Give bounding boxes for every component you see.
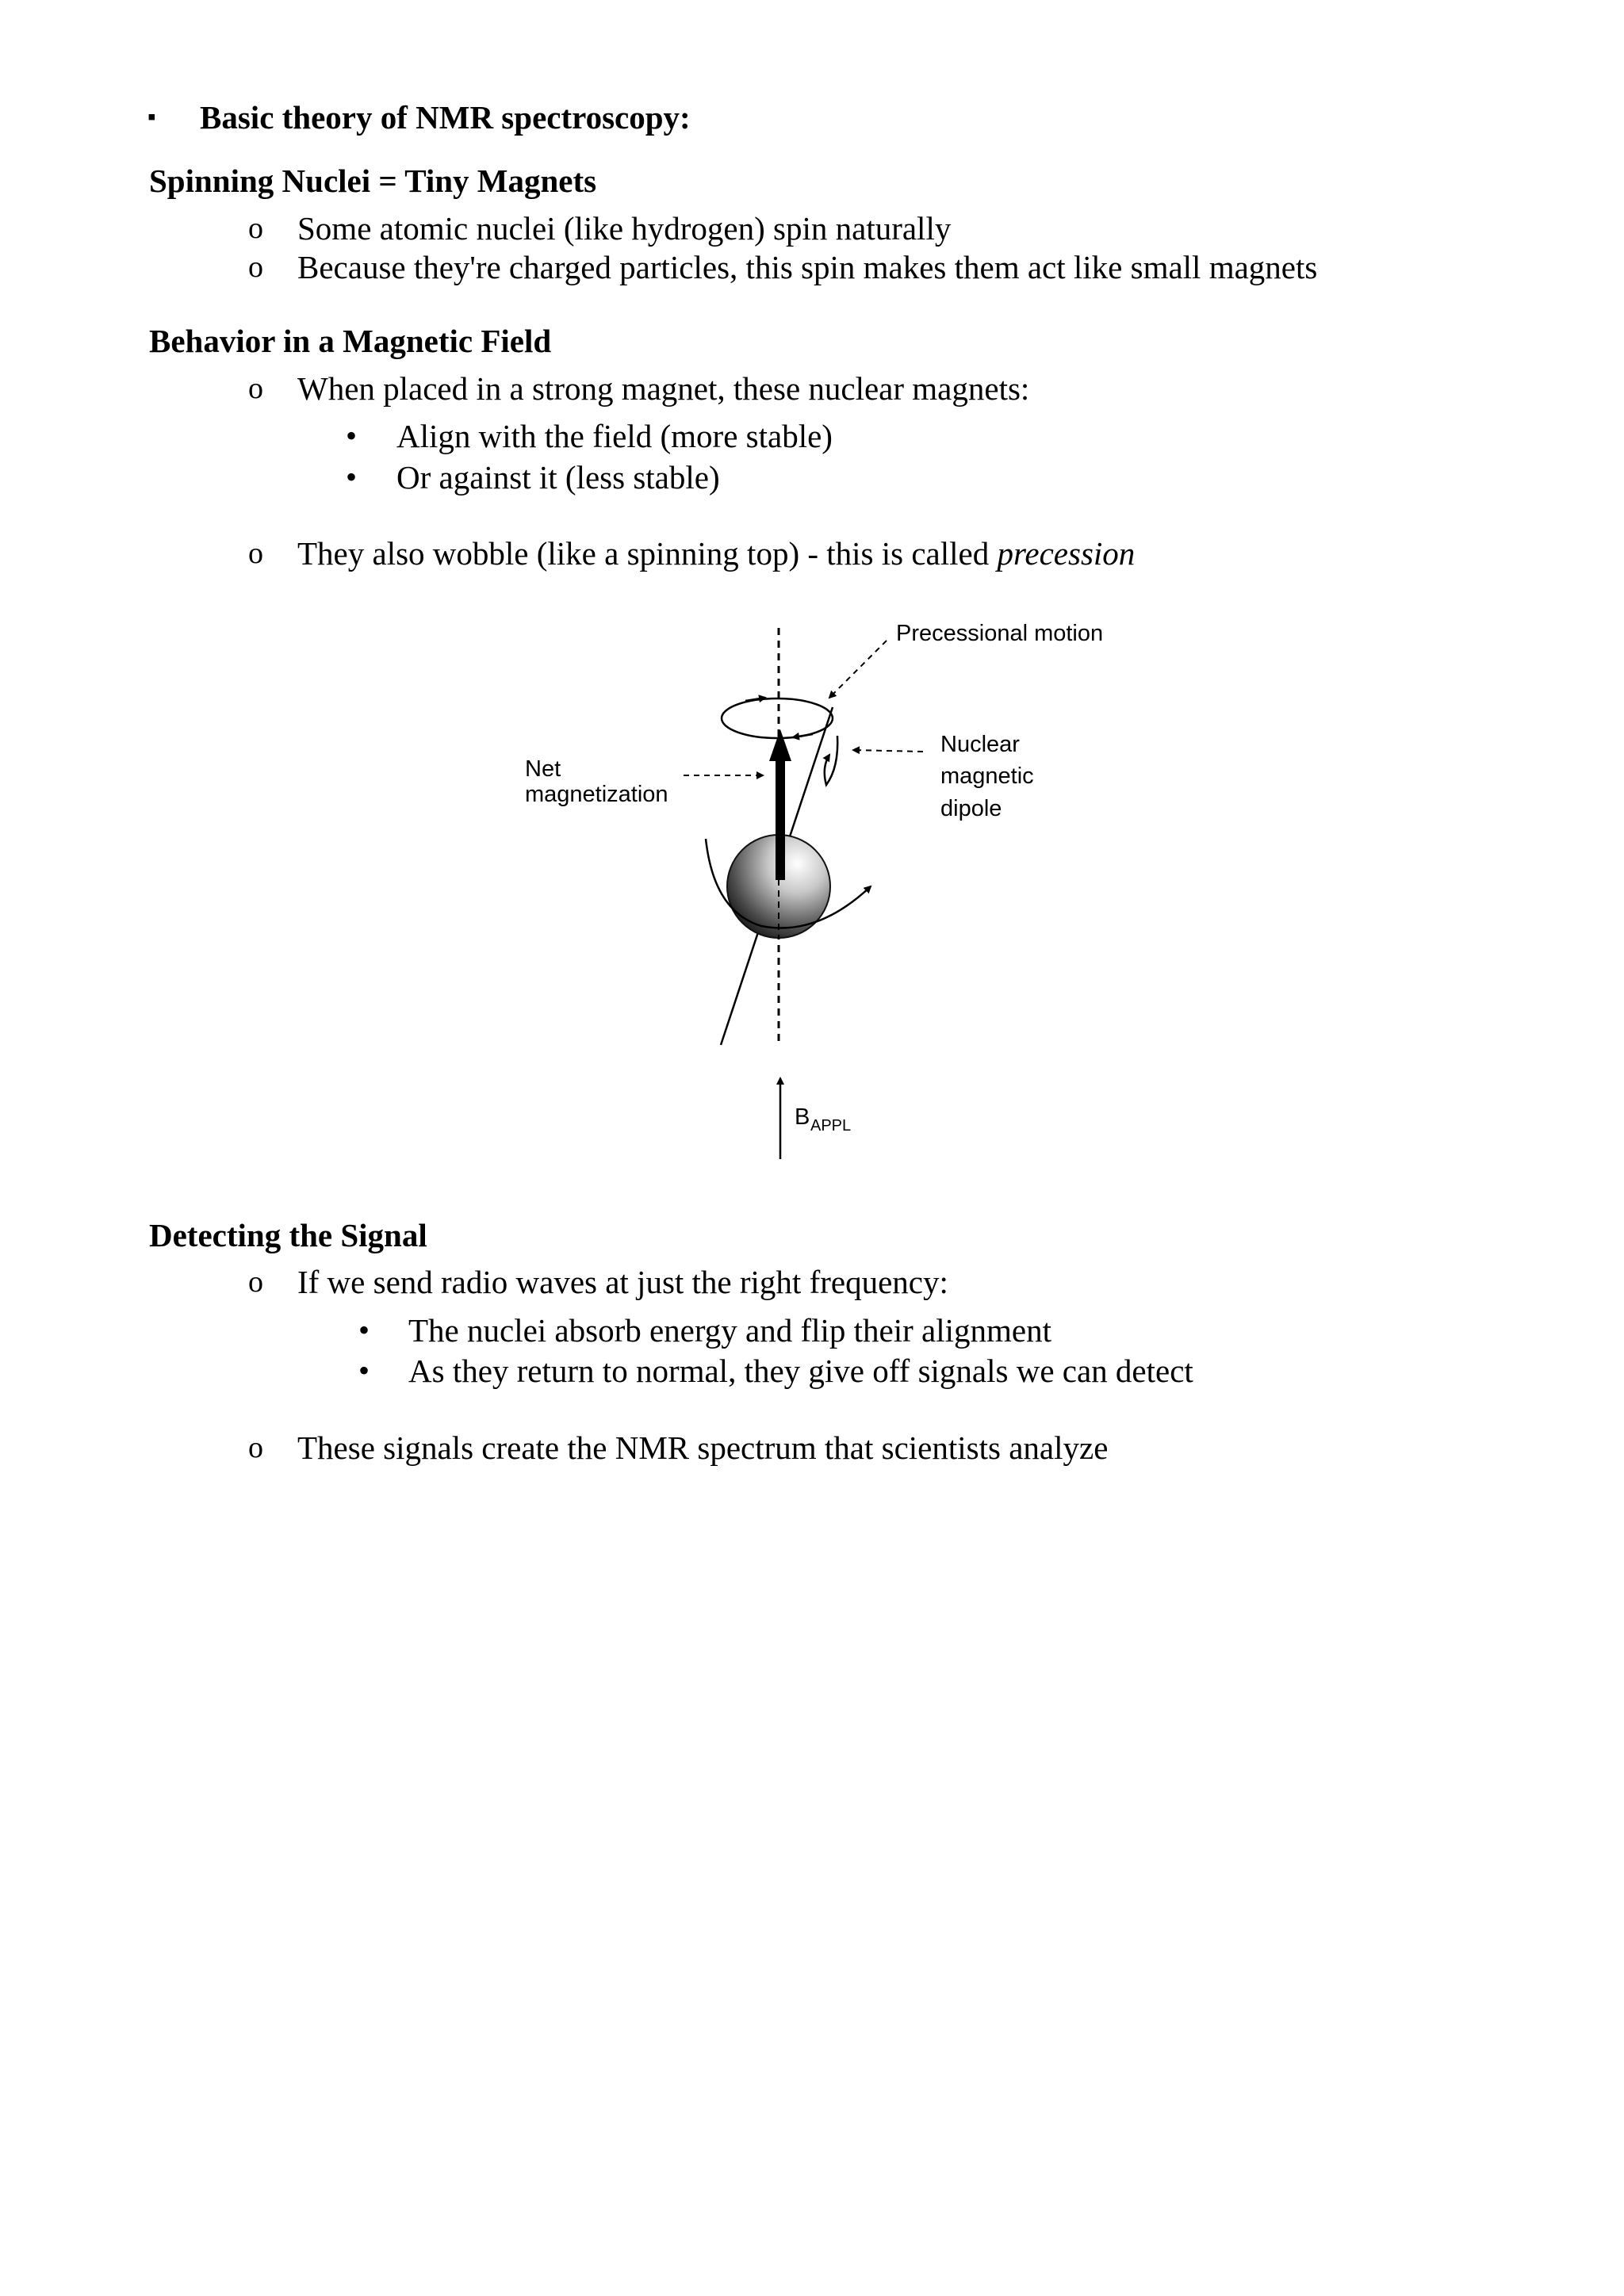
bullet-icon: • xyxy=(358,1312,370,1348)
circle-bullet-icon: o xyxy=(248,372,263,405)
pointer-precessional xyxy=(829,641,887,698)
sub-list-item: Or against it (less stable) xyxy=(396,459,720,496)
list-item: When placed in a strong magnet, these nuclear magnets: xyxy=(297,370,1030,407)
pointer-dipole xyxy=(853,750,923,752)
precession-ellipse xyxy=(722,698,833,738)
sub-list-item: As they return to normal, they give off signals we can detect xyxy=(408,1353,1193,1389)
section-title: Basic theory of NMR spectroscopy: xyxy=(200,99,691,136)
label-applied-field: B xyxy=(795,1104,810,1130)
heading-spinning-nuclei: Spinning Nuclei = Tiny Magnets xyxy=(149,163,597,199)
sub-list-item: The nuclei absorb energy and flip their alignment xyxy=(408,1312,1052,1349)
net-magnetization-arrowhead-icon xyxy=(769,729,791,761)
circle-bullet-icon: o xyxy=(248,212,263,245)
heading-behavior: Behavior in a Magnetic Field xyxy=(149,323,552,359)
list-item: Because they're charged particles, this spin makes them act like small magnets xyxy=(297,249,1318,285)
sub-list-item: Align with the field (more stable) xyxy=(396,418,833,454)
circle-bullet-icon: o xyxy=(248,1431,263,1464)
label-applied-field-subscript: APPL xyxy=(810,1117,852,1135)
circle-bullet-icon: o xyxy=(248,251,263,284)
square-bullet-icon: ▪ xyxy=(147,104,156,130)
bullet-icon: • xyxy=(358,1353,370,1388)
spin-curl-arrow-icon xyxy=(825,736,837,785)
label-precessional-motion: Precessional motion xyxy=(896,621,1104,646)
list-item: If we send radio waves at just the right frequency: xyxy=(297,1264,948,1300)
bullet-icon: • xyxy=(346,418,358,453)
heading-detecting: Detecting the Signal xyxy=(149,1217,427,1253)
label-net-magnetization: Net xyxy=(525,756,561,782)
label-net-magnetization-line2: magnetization xyxy=(525,782,668,807)
list-item: These signals create the NMR spectrum that scientists analyze xyxy=(297,1429,1109,1466)
precession-sentence: They also wobble (like a spinning top) - this is called xyxy=(297,535,998,572)
label-nuclear-dipole-line3: dipole xyxy=(940,796,1002,821)
list-item: Some atomic nuclei (like hydrogen) spin naturally xyxy=(297,210,952,247)
label-nuclear-dipole: Nuclear xyxy=(940,732,1020,757)
precession-term: precession xyxy=(997,535,1136,572)
label-nuclear-dipole-line2: magnetic xyxy=(940,763,1034,789)
circle-bullet-icon: o xyxy=(248,1265,263,1299)
bullet-icon: • xyxy=(346,459,358,495)
circle-bullet-icon: o xyxy=(248,537,263,570)
